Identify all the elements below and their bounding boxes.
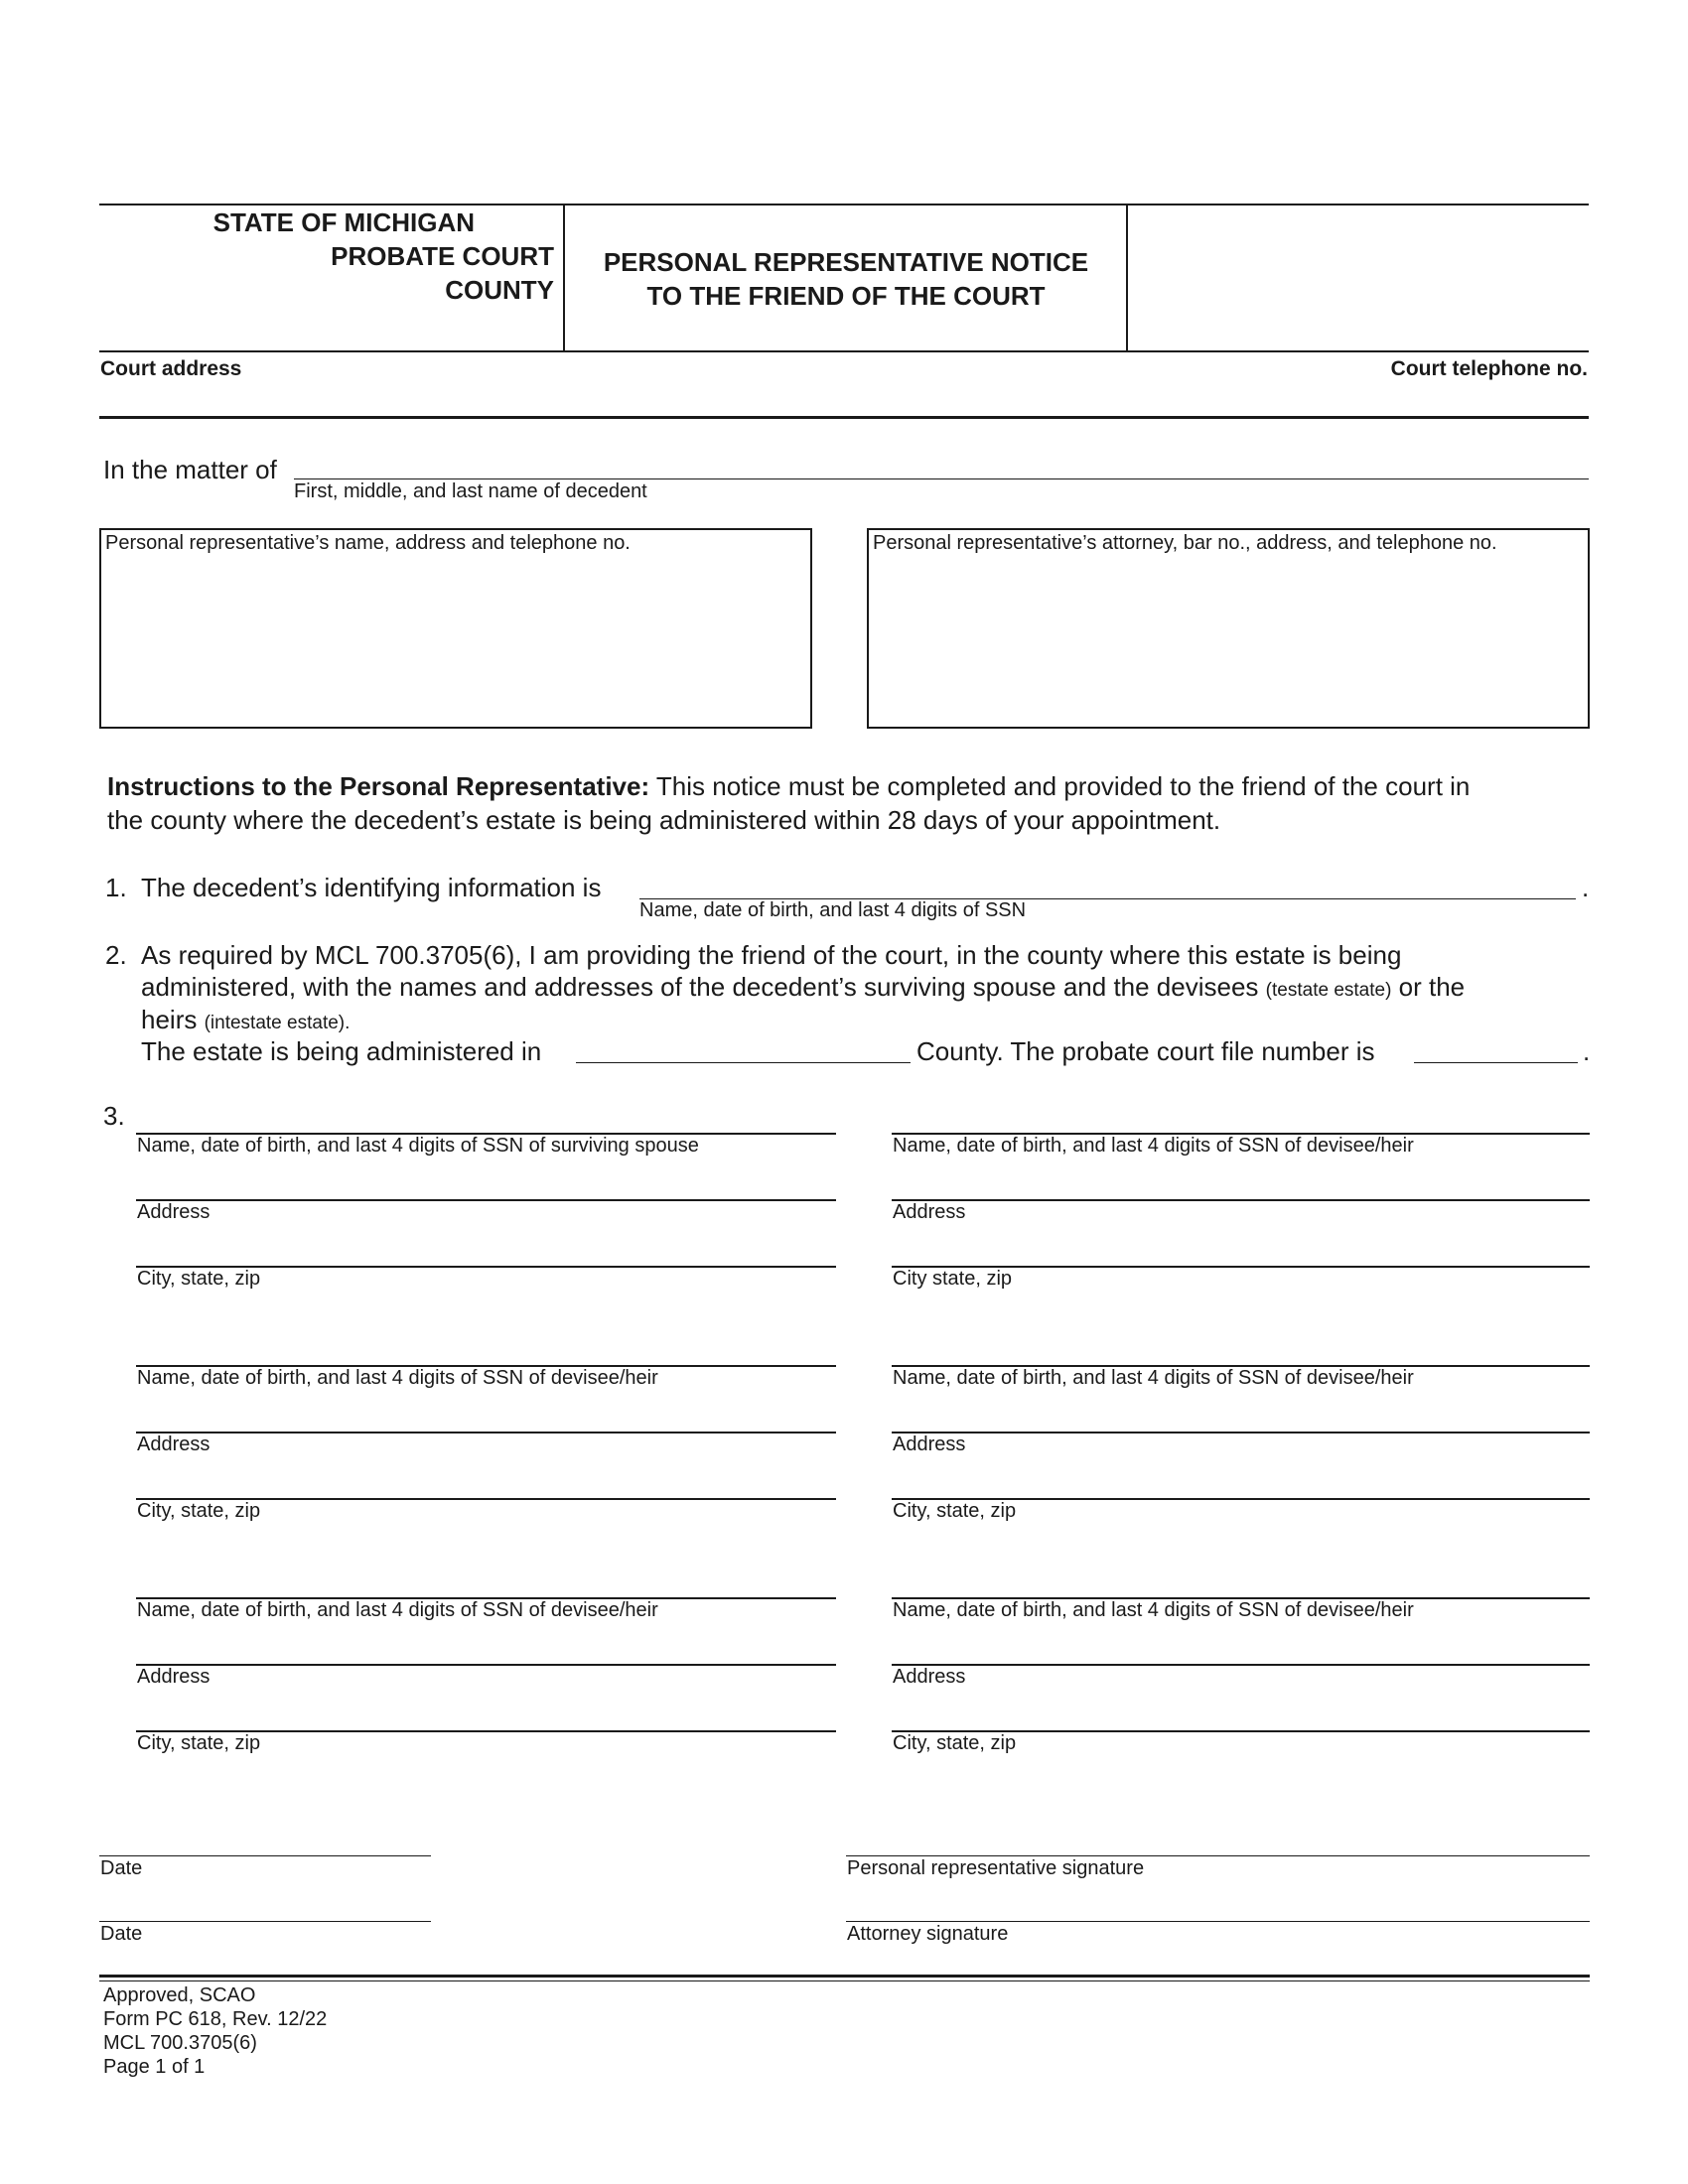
administration-county-field[interactable] <box>576 1062 911 1063</box>
court-heading <box>99 205 554 307</box>
heir-city-caption: City, state, zip <box>137 1732 261 1754</box>
date1-label: Date <box>100 1857 143 1879</box>
attorney-box-label: Personal representative’s attorney, bar no., address, and telephone no. <box>873 532 1497 554</box>
heir-name-caption: Name, date of birth, and last 4 digits of SSN of devisee/heir <box>893 1367 1414 1389</box>
heir-city-caption: City, state, zip <box>893 1500 1017 1522</box>
instructions-paragraph <box>107 769 1597 837</box>
instructions-heading: Instructions to the Personal Representative: <box>107 771 650 801</box>
decedent-name-field[interactable] <box>294 478 1589 479</box>
court-address-label: Court address <box>100 357 242 380</box>
heir-address-field[interactable] <box>136 1199 836 1201</box>
form-title-line1: PERSONAL REPRESENTATIVE NOTICE <box>603 247 1089 277</box>
item1-caption: Name, date of birth, and last 4 digits of SSN <box>639 899 1027 921</box>
instructions-text-2: the county where the decedent’s estate is being administered within 28 days of your appointment. <box>107 805 1221 835</box>
court-name: PROBATE COURT <box>331 241 554 271</box>
heir-address-caption: Address <box>893 1666 966 1688</box>
item2-line4a: The estate is being administered in <box>141 1036 542 1066</box>
heir-city-caption: City, state, zip <box>137 1268 261 1290</box>
heir-address-field[interactable] <box>892 1432 1590 1433</box>
heir-name-caption: Name, date of birth, and last 4 digits of SSN of devisee/heir <box>137 1599 658 1621</box>
form-title-line2: TO THE FRIEND OF THE COURT <box>646 281 1046 311</box>
matter-label: In the matter of <box>103 455 277 484</box>
state-name: STATE OF MICHIGAN <box>212 207 475 237</box>
header-divider-left <box>563 204 565 352</box>
heir-address-field[interactable] <box>892 1664 1590 1666</box>
item1-end: . <box>1582 873 1590 902</box>
heir-city-caption: City state, zip <box>893 1268 1013 1290</box>
header-bottom-rule <box>99 350 1589 352</box>
instructions-text-1: This notice must be completed and provided to the friend of the court in <box>655 771 1471 801</box>
county-label: COUNTY <box>445 275 554 305</box>
item1-number: 1. <box>105 873 127 902</box>
heir-address-field[interactable] <box>136 1432 836 1433</box>
footer-rule-top <box>99 1975 1590 1978</box>
heir-name-caption: Name, date of birth, and last 4 digits of SSN of devisee/heir <box>893 1599 1414 1621</box>
item1-text: The decedent’s identifying information is <box>141 873 602 902</box>
court-file-number-field[interactable] <box>1414 1062 1578 1063</box>
court-phone-label: Court telephone no. <box>1390 357 1588 380</box>
heir-address-field[interactable] <box>892 1199 1590 1201</box>
footer-form: Form PC 618, Rev. 12/22 <box>103 2008 328 2030</box>
decedent-name-caption: First, middle, and last name of decedent <box>294 480 647 502</box>
item2-line4b: County. The probate court file number is <box>916 1036 1375 1066</box>
item2-line1: As required by MCL 700.3705(6), I am providing the friend of the court, in the county where this estate is being <box>141 940 1402 970</box>
heir-city-caption: City, state, zip <box>137 1500 261 1522</box>
heir-address-field[interactable] <box>136 1664 836 1666</box>
form-title <box>568 245 1124 313</box>
footer-approved: Approved, SCAO <box>103 1984 256 2006</box>
heir-name-caption: Name, date of birth, and last 4 digits of SSN of devisee/heir <box>137 1367 658 1389</box>
item2-line4c: . <box>1583 1036 1591 1066</box>
heir-address-caption: Address <box>137 1433 211 1455</box>
item2-line2c: or the <box>1398 972 1466 1002</box>
heir-name-caption: Name, date of birth, and last 4 digits of SSN of devisee/heir <box>893 1135 1414 1157</box>
item3-number: 3. <box>103 1101 125 1131</box>
footer-info <box>103 1983 327 2079</box>
heir-address-caption: Address <box>137 1201 211 1223</box>
item2-line2b: (testate estate) <box>1265 980 1392 1001</box>
representative-info-box[interactable] <box>99 528 812 729</box>
representative-signature-label: Personal representative signature <box>847 1857 1145 1879</box>
heir-address-caption: Address <box>893 1433 966 1455</box>
date2-label: Date <box>100 1923 143 1945</box>
instructions-line1 <box>107 769 1597 803</box>
footer-page: Page 1 of 1 <box>103 2056 206 2078</box>
footer-mcl: MCL 700.3705(6) <box>103 2032 257 2054</box>
attorney-info-box[interactable] <box>867 528 1590 729</box>
footer-rule-bottom <box>99 1980 1590 1981</box>
item2-line3a: heirs <box>141 1005 198 1034</box>
attorney-signature-field[interactable] <box>846 1921 1590 1922</box>
item2-line3b: (intestate estate). <box>204 1013 351 1033</box>
heir-name-caption: Name, date of birth, and last 4 digits of SSN of surviving spouse <box>137 1135 699 1157</box>
heir-city-caption: City, state, zip <box>893 1732 1017 1754</box>
representative-box-label: Personal representative’s name, address and telephone no. <box>105 532 631 554</box>
date1-field[interactable] <box>99 1855 431 1856</box>
attorney-signature-label: Attorney signature <box>847 1923 1009 1945</box>
court-info-rule <box>99 416 1589 419</box>
date2-field[interactable] <box>99 1921 431 1922</box>
representative-signature-field[interactable] <box>846 1855 1590 1856</box>
heir-address-caption: Address <box>893 1201 966 1223</box>
item2-number: 2. <box>105 940 127 970</box>
item2-line2a: administered, with the names and addresses of the decedent’s surviving spouse and the devisees <box>141 972 1259 1002</box>
heir-address-caption: Address <box>137 1666 211 1688</box>
header-divider-right <box>1126 204 1128 352</box>
